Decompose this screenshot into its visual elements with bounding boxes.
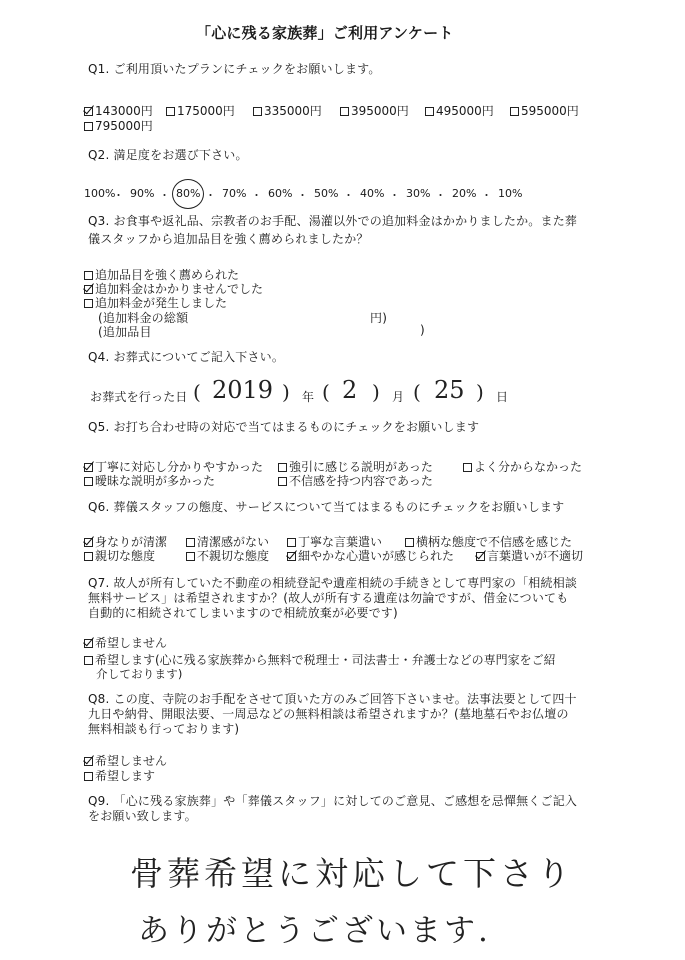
- q1-text: Q1. ご利用頂いたプランにチェックをお願いします。: [88, 62, 381, 76]
- scale-separator: ・: [343, 189, 354, 202]
- q8-option-no[interactable]: 希望しません: [84, 752, 167, 769]
- scale-separator: ・: [389, 189, 400, 202]
- scale-separator: ・: [435, 189, 446, 202]
- q7-option-yes-cont: 介しております): [96, 667, 183, 681]
- q1-option-495000[interactable]: 495000円: [425, 102, 494, 119]
- q9-line1: Q9. 「心に残る家族葬」や「葬儀スタッフ」に対してのご意見、ご感想を忌憚無くご記入: [88, 794, 578, 808]
- month-close-paren: ): [372, 380, 380, 404]
- checkbox[interactable]: [186, 538, 195, 547]
- day-unit: 日: [496, 390, 509, 404]
- page-title: 「心に残る家族葬」ご利用アンケート: [196, 24, 454, 42]
- day-value[interactable]: 25: [434, 376, 465, 404]
- checkbox[interactable]: [405, 538, 414, 547]
- month-open-paren: (: [322, 380, 330, 404]
- q4-text: Q4. お葬式についてご記入下さい。: [88, 350, 285, 364]
- q7-option-no[interactable]: 希望しません: [84, 634, 167, 651]
- q1-option-175000[interactable]: 175000円: [166, 102, 235, 119]
- checkbox[interactable]: [287, 538, 296, 547]
- checkbox[interactable]: [84, 639, 93, 648]
- q7-option-yes[interactable]: 希望します(心に残る家族葬から無料で税理士・司法書士・弁護士などの専門家をご紹: [84, 651, 556, 668]
- checkbox[interactable]: [186, 552, 195, 561]
- checkbox[interactable]: [84, 285, 93, 294]
- q6-option-polite-language[interactable]: 丁寧な言葉遣い: [287, 533, 382, 550]
- q1-option-395000[interactable]: 395000円: [340, 102, 409, 119]
- q6-option-kind[interactable]: 親切な態度: [84, 547, 155, 564]
- q3-line2: 儀スタッフから追加品目を強く薦められましたか？: [88, 232, 369, 246]
- q9-handwritten-answer-line1: 骨葬希望に対応して下さり: [130, 854, 574, 893]
- checkbox[interactable]: [287, 552, 296, 561]
- checkbox[interactable]: [84, 772, 93, 781]
- checkbox[interactable]: [463, 463, 472, 472]
- scale-separator: ・: [297, 189, 308, 202]
- checkbox[interactable]: [84, 477, 93, 486]
- scale-separator: ・: [251, 189, 262, 202]
- day-open-paren: (: [413, 380, 421, 404]
- q8-line3: 無料相談も行っております): [88, 722, 240, 736]
- checkbox[interactable]: [278, 463, 287, 472]
- q6-option-arrogant[interactable]: 横柄な態度で不信感を感じた: [405, 533, 572, 550]
- q1-option-335000[interactable]: 335000円: [253, 102, 322, 119]
- checkbox[interactable]: [166, 107, 175, 116]
- q6-option-attentive[interactable]: 細やかな心遣いが感じられた: [287, 547, 454, 564]
- checkbox[interactable]: [84, 463, 93, 472]
- q2-text: Q2. 満足度をお選び下さい。: [88, 148, 248, 162]
- q9-handwritten-answer-line2: ありがとうございます.: [138, 913, 491, 949]
- q6-option-unclean[interactable]: 清潔感がない: [186, 533, 269, 550]
- q3-option-recommended[interactable]: 追加品目を強く薦められた: [84, 266, 239, 283]
- scale-option-20pct[interactable]: 20%: [452, 187, 477, 200]
- satisfaction-scale: [84, 187, 544, 203]
- q7-line1: Q7. 故人が所有していた不動産の相続登記や遺産相続の手続きとして専門家の「相続相談: [88, 576, 578, 590]
- q8-line1: Q8. この度、寺院のお手配をさせて頂いた方のみご回答下さいませ。法事法要として四十: [88, 692, 577, 706]
- checkbox[interactable]: [84, 552, 93, 561]
- q3-total-label: (追加料金の総額: [98, 311, 189, 325]
- q7-line2: 無料サービス」は希望されますか？(故人が所有する遺産は勿論ですが、借金についても: [88, 591, 569, 605]
- scale-separator: ・: [159, 189, 170, 202]
- q5-option-unclear[interactable]: よく分からなかった: [463, 458, 582, 475]
- checkbox[interactable]: [278, 477, 287, 486]
- year-open-paren: (: [193, 380, 201, 404]
- q3-total-unit: 円): [370, 311, 388, 325]
- scale-separator: ・: [481, 189, 492, 202]
- year-unit: 年: [302, 390, 315, 404]
- checkbox[interactable]: [340, 107, 349, 116]
- q3-items-close: ): [420, 323, 425, 337]
- checkbox[interactable]: [84, 271, 93, 280]
- q3-line1: Q3. お食事や返礼品、宗教者のお手配、湯灌以外での追加料金はかかりましたか。また葬: [88, 214, 578, 228]
- checkbox[interactable]: [84, 757, 93, 766]
- q3-option-extra-occurred[interactable]: 追加料金が発生しました: [84, 294, 227, 311]
- q3-items-label: (追加品目: [98, 325, 152, 339]
- scale-separator: ・: [205, 189, 216, 202]
- month-unit: 月: [392, 390, 405, 404]
- year-close-paren: ): [282, 380, 290, 404]
- checkbox[interactable]: [510, 107, 519, 116]
- scale-separator: ・: [113, 189, 124, 202]
- q6-option-clean[interactable]: 身なりが清潔: [84, 533, 167, 550]
- q5-option-polite[interactable]: 丁寧に対応し分かりやすかった: [84, 458, 263, 475]
- checkbox[interactable]: [476, 552, 485, 561]
- q6-option-bad-language[interactable]: 言葉遣いが不適切: [476, 547, 583, 564]
- q1-option-143000[interactable]: 143000円: [84, 102, 153, 119]
- q7-line3: 自動的に相続されてしまいますので相続放棄が必要です): [88, 606, 398, 620]
- q5-text: Q5. お打ち合わせ時の対応で当てはまるものにチェックをお願いします: [88, 420, 480, 434]
- q5-option-distrust[interactable]: 不信感を持つ内容であった: [278, 472, 433, 489]
- q9-line2: をお願い致します。: [88, 809, 197, 823]
- scale-option-50pct[interactable]: 50%: [314, 187, 339, 200]
- scale-option-80pct[interactable]: 80%: [176, 187, 201, 200]
- q6-text: Q6. 葬儀スタッフの態度、サービスについて当てはまるものにチェックをお願いします: [88, 500, 565, 514]
- q1-option-795000[interactable]: 795000円: [84, 117, 153, 134]
- checkbox[interactable]: [84, 299, 93, 308]
- checkbox[interactable]: [84, 122, 93, 131]
- scale-option-90pct[interactable]: 90%: [130, 187, 155, 200]
- checkbox[interactable]: [84, 656, 93, 665]
- scale-option-30pct[interactable]: 30%: [406, 187, 431, 200]
- scale-option-60pct[interactable]: 60%: [268, 187, 293, 200]
- q8-option-yes[interactable]: 希望します: [84, 767, 155, 784]
- selected-circle-mark: [172, 179, 204, 209]
- q5-option-pushy[interactable]: 強引に感じる説明があった: [278, 458, 433, 475]
- q5-option-vague[interactable]: 曖昧な説明が多かった: [84, 472, 215, 489]
- scale-option-40pct[interactable]: 40%: [360, 187, 385, 200]
- q1-option-595000[interactable]: 595000円: [510, 102, 579, 119]
- day-close-paren: ): [476, 380, 484, 404]
- scale-option-10pct[interactable]: 10%: [498, 187, 523, 200]
- checkbox[interactable]: [253, 107, 262, 116]
- scale-option-70pct[interactable]: 70%: [222, 187, 247, 200]
- q6-option-unkind[interactable]: 不親切な態度: [186, 547, 269, 564]
- year-value[interactable]: 2019: [212, 376, 274, 404]
- checkbox[interactable]: [84, 538, 93, 547]
- q8-line2: 九日や納骨、開眼法要、一周忌などの無料相談は希望されますか？(墓地墓石やお仏壇の: [88, 707, 569, 721]
- q3-option-no-extra[interactable]: 追加料金はかかりませんでした: [84, 280, 263, 297]
- month-value[interactable]: 2: [342, 376, 358, 404]
- q4-date-label: お葬式を行った日: [90, 390, 188, 404]
- scale-option-100pct[interactable]: 100%: [84, 187, 116, 200]
- checkbox[interactable]: [425, 107, 434, 116]
- checkbox[interactable]: [84, 107, 93, 116]
